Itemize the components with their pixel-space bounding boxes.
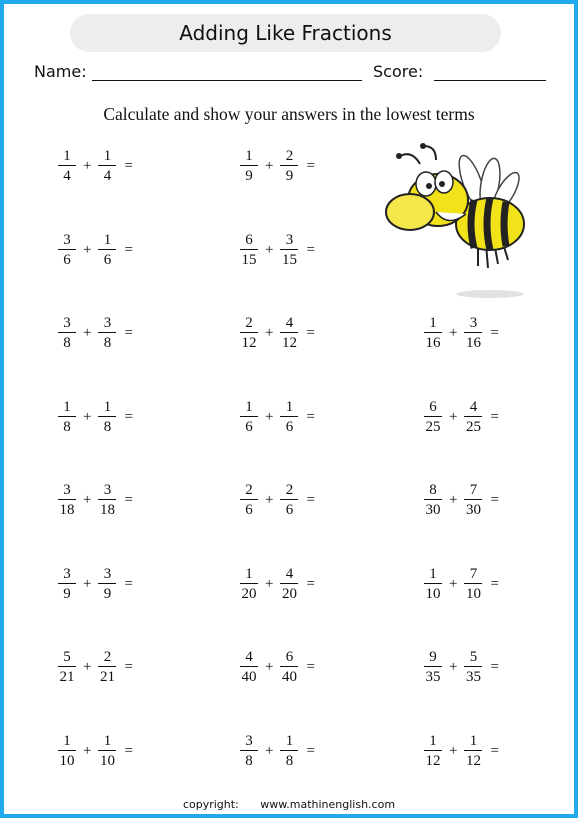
fraction xyxy=(464,566,482,602)
denominator: 35 xyxy=(425,669,441,685)
numerator: 2 xyxy=(245,482,253,498)
fraction-bar xyxy=(240,249,258,250)
numerator: 3 xyxy=(63,482,71,498)
denominator: 8 xyxy=(63,419,71,435)
fraction-bar xyxy=(58,416,76,417)
instructions: Calculate and show your answers in the lowest terms xyxy=(103,104,475,124)
plus-sign: + xyxy=(83,575,92,592)
fraction-bar xyxy=(424,583,442,584)
equals-sign: = xyxy=(306,157,315,174)
numerator: 7 xyxy=(469,566,478,582)
fraction-bar xyxy=(98,499,116,500)
fraction-bar xyxy=(98,583,116,584)
fraction-bar xyxy=(58,750,76,751)
denominator: 25 xyxy=(465,419,481,435)
numerator: 7 xyxy=(469,482,478,498)
numerator: 1 xyxy=(63,148,71,164)
numerator: 3 xyxy=(103,315,112,331)
numerator: 9 xyxy=(429,649,437,665)
denominator: 12 xyxy=(281,335,297,351)
numerator: 3 xyxy=(245,733,253,749)
numerator: 4 xyxy=(285,315,294,331)
numerator: 3 xyxy=(103,482,112,498)
numerator: 2 xyxy=(285,482,294,498)
fraction-bar xyxy=(240,165,258,166)
fraction-problem xyxy=(240,562,315,606)
fraction xyxy=(280,566,298,602)
plus-sign: + xyxy=(265,491,274,508)
numerator: 1 xyxy=(429,733,437,749)
equals-sign: = xyxy=(306,241,315,258)
fraction-bar xyxy=(240,416,258,417)
fraction-bar xyxy=(98,332,116,333)
plus-sign: + xyxy=(83,408,92,425)
fraction-bar xyxy=(464,416,482,417)
fraction-problem xyxy=(58,478,133,522)
plus-sign: + xyxy=(449,575,458,592)
denominator: 9 xyxy=(285,168,294,184)
denominator: 8 xyxy=(103,419,112,435)
fraction-bar xyxy=(280,332,298,333)
equals-sign: = xyxy=(124,324,133,341)
plus-sign: + xyxy=(449,491,458,508)
fraction xyxy=(424,733,442,769)
denominator: 6 xyxy=(285,502,294,518)
numerator: 1 xyxy=(103,148,112,164)
equals-sign: = xyxy=(124,241,133,258)
plus-sign: + xyxy=(449,324,458,341)
fraction xyxy=(58,649,76,685)
fraction-bar xyxy=(98,416,116,417)
fraction-bar xyxy=(58,583,76,584)
fraction-bar xyxy=(240,666,258,667)
plus-sign: + xyxy=(449,742,458,759)
plus-sign: + xyxy=(83,742,92,759)
fraction xyxy=(98,733,116,769)
denominator: 6 xyxy=(103,252,112,268)
denominator: 6 xyxy=(63,252,71,268)
footer xyxy=(0,798,578,811)
denominator: 9 xyxy=(103,586,112,602)
denominator: 30 xyxy=(425,502,441,518)
equals-sign: = xyxy=(490,575,499,592)
fraction xyxy=(240,232,258,268)
fraction xyxy=(98,649,116,685)
fraction-bar xyxy=(464,750,482,751)
fraction-problem xyxy=(240,478,315,522)
denominator: 30 xyxy=(465,502,481,518)
numerator: 1 xyxy=(245,148,253,164)
fraction xyxy=(240,733,258,769)
denominator: 18 xyxy=(99,502,115,518)
numerator: 4 xyxy=(285,566,294,582)
equals-sign: = xyxy=(124,658,133,675)
plus-sign: + xyxy=(265,575,274,592)
denominator: 20 xyxy=(281,586,297,602)
equals-sign: = xyxy=(490,658,499,675)
fraction xyxy=(98,315,116,351)
numerator: 1 xyxy=(285,399,294,415)
name-score-row xyxy=(30,62,550,86)
fraction xyxy=(280,148,298,184)
fraction xyxy=(280,232,298,268)
name-label: Name: xyxy=(34,62,87,81)
denominator: 15 xyxy=(241,252,257,268)
fraction-bar xyxy=(424,332,442,333)
numerator: 1 xyxy=(103,733,112,749)
equals-sign: = xyxy=(306,324,315,341)
numerator: 1 xyxy=(245,566,253,582)
equals-sign: = xyxy=(490,324,499,341)
fraction-problem xyxy=(424,395,499,439)
fraction-bar xyxy=(464,666,482,667)
equals-sign: = xyxy=(124,575,133,592)
fraction xyxy=(240,649,258,685)
denominator: 12 xyxy=(465,753,481,769)
fraction-problem xyxy=(58,144,133,188)
fraction-bar xyxy=(58,249,76,250)
denominator: 10 xyxy=(465,586,481,602)
fraction xyxy=(240,148,258,184)
fraction-bar xyxy=(98,666,116,667)
numerator: 6 xyxy=(429,399,437,415)
plus-sign: + xyxy=(83,491,92,508)
fraction xyxy=(240,399,258,435)
numerator: 5 xyxy=(469,649,478,665)
numerator: 1 xyxy=(285,733,294,749)
fraction-problem xyxy=(240,645,315,689)
denominator: 12 xyxy=(241,335,257,351)
plus-sign: + xyxy=(83,324,92,341)
numerator: 1 xyxy=(63,733,71,749)
denominator: 6 xyxy=(285,419,294,435)
fraction-bar xyxy=(280,416,298,417)
numerator: 3 xyxy=(469,315,478,331)
numerator: 1 xyxy=(429,315,437,331)
denominator: 10 xyxy=(99,753,115,769)
denominator: 6 xyxy=(245,502,253,518)
denominator: 8 xyxy=(63,335,71,351)
numerator: 3 xyxy=(285,232,294,248)
fraction xyxy=(424,566,442,602)
fraction xyxy=(464,649,482,685)
denominator: 35 xyxy=(465,669,481,685)
equals-sign: = xyxy=(124,408,133,425)
denominator: 16 xyxy=(425,335,441,351)
fraction xyxy=(240,482,258,518)
denominator: 8 xyxy=(245,753,253,769)
numerator: 2 xyxy=(285,148,294,164)
numerator: 1 xyxy=(63,399,71,415)
numerator: 2 xyxy=(245,315,253,331)
denominator: 16 xyxy=(465,335,481,351)
fraction-bar xyxy=(98,165,116,166)
fraction-bar xyxy=(280,583,298,584)
fraction xyxy=(58,566,76,602)
worksheet-title: Adding Like Fractions xyxy=(70,14,501,52)
fraction xyxy=(464,733,482,769)
fraction xyxy=(280,399,298,435)
numerator: 3 xyxy=(63,232,71,248)
denominator: 9 xyxy=(63,586,71,602)
fraction-bar xyxy=(98,249,116,250)
numerator: 4 xyxy=(469,399,478,415)
numerator: 5 xyxy=(63,649,71,665)
equals-sign: = xyxy=(306,658,315,675)
numerator: 3 xyxy=(63,566,71,582)
fraction-problem xyxy=(240,311,315,355)
plus-sign: + xyxy=(265,742,274,759)
equals-sign: = xyxy=(124,742,133,759)
numerator: 1 xyxy=(469,733,478,749)
denominator: 6 xyxy=(245,419,253,435)
equals-sign: = xyxy=(306,408,315,425)
fraction-problem xyxy=(424,645,499,689)
equals-sign: = xyxy=(490,408,499,425)
fraction-bar xyxy=(58,499,76,500)
fraction xyxy=(98,566,116,602)
fraction-problem xyxy=(58,228,133,272)
fraction xyxy=(424,649,442,685)
plus-sign: + xyxy=(83,241,92,258)
fraction xyxy=(424,399,442,435)
fraction-bar xyxy=(464,332,482,333)
fraction xyxy=(280,733,298,769)
fraction xyxy=(58,733,76,769)
denominator: 21 xyxy=(59,669,75,685)
denominator: 40 xyxy=(241,669,257,685)
copyright-label: copyright: xyxy=(182,798,239,811)
fraction-problem xyxy=(240,729,315,773)
fraction xyxy=(98,482,116,518)
fraction xyxy=(464,482,482,518)
denominator: 10 xyxy=(425,586,441,602)
denominator: 8 xyxy=(285,753,294,769)
fraction xyxy=(98,232,116,268)
equals-sign: = xyxy=(124,491,133,508)
fraction-problem xyxy=(240,144,315,188)
fraction-problem xyxy=(58,645,133,689)
bee-illustration xyxy=(378,142,538,302)
fraction-problem xyxy=(424,311,499,355)
fraction-bar xyxy=(464,499,482,500)
fraction xyxy=(424,482,442,518)
numerator: 3 xyxy=(103,566,112,582)
denominator: 4 xyxy=(103,168,112,184)
equals-sign: = xyxy=(306,491,315,508)
fraction-problem xyxy=(240,228,315,272)
fraction-problem xyxy=(424,562,499,606)
denominator: 18 xyxy=(59,502,75,518)
plus-sign: + xyxy=(265,408,274,425)
plus-sign: + xyxy=(265,241,274,258)
fraction-bar xyxy=(424,666,442,667)
fraction xyxy=(424,315,442,351)
plus-sign: + xyxy=(265,658,274,675)
fraction xyxy=(98,148,116,184)
score-label: Score: xyxy=(373,62,424,81)
fraction-bar xyxy=(280,666,298,667)
fraction xyxy=(98,399,116,435)
name-field[interactable] xyxy=(92,80,362,81)
denominator: 20 xyxy=(241,586,257,602)
numerator: 6 xyxy=(285,649,294,665)
fraction xyxy=(280,315,298,351)
denominator: 8 xyxy=(103,335,112,351)
numerator: 4 xyxy=(245,649,253,665)
fraction-bar xyxy=(280,165,298,166)
fraction-bar xyxy=(98,750,116,751)
fraction-bar xyxy=(424,416,442,417)
score-field[interactable] xyxy=(434,80,546,81)
plus-sign: + xyxy=(449,408,458,425)
fraction-bar xyxy=(58,666,76,667)
fraction-bar xyxy=(280,750,298,751)
denominator: 21 xyxy=(99,669,115,685)
fraction-problem xyxy=(424,478,499,522)
numerator: 1 xyxy=(245,399,253,415)
fraction xyxy=(240,315,258,351)
fraction-problem xyxy=(58,562,133,606)
plus-sign: + xyxy=(265,157,274,174)
fraction-problem xyxy=(58,395,133,439)
denominator: 10 xyxy=(59,753,75,769)
fraction xyxy=(464,399,482,435)
fraction xyxy=(58,315,76,351)
fraction-bar xyxy=(58,332,76,333)
equals-sign: = xyxy=(490,491,499,508)
plus-sign: + xyxy=(83,658,92,675)
denominator: 9 xyxy=(245,168,253,184)
numerator: 1 xyxy=(103,399,112,415)
equals-sign: = xyxy=(306,742,315,759)
fraction xyxy=(58,148,76,184)
fraction-bar xyxy=(280,249,298,250)
website-link[interactable]: www.mathinenglish.com xyxy=(260,798,396,811)
fraction-problem xyxy=(424,729,499,773)
denominator: 12 xyxy=(425,753,441,769)
fraction-bar xyxy=(424,750,442,751)
denominator: 4 xyxy=(63,168,71,184)
fraction xyxy=(58,482,76,518)
fraction xyxy=(464,315,482,351)
denominator: 40 xyxy=(281,669,297,685)
plus-sign: + xyxy=(265,324,274,341)
fraction xyxy=(240,566,258,602)
numerator: 2 xyxy=(103,649,112,665)
fraction xyxy=(58,399,76,435)
numerator: 8 xyxy=(429,482,437,498)
fraction-problem xyxy=(58,729,133,773)
denominator: 15 xyxy=(281,252,297,268)
equals-sign: = xyxy=(124,157,133,174)
fraction-bar xyxy=(240,332,258,333)
plus-sign: + xyxy=(449,658,458,675)
plus-sign: + xyxy=(83,157,92,174)
numerator: 1 xyxy=(103,232,112,248)
fraction-problem xyxy=(58,311,133,355)
equals-sign: = xyxy=(490,742,499,759)
fraction xyxy=(58,232,76,268)
fraction-bar xyxy=(280,499,298,500)
fraction xyxy=(280,482,298,518)
fraction-problem xyxy=(240,395,315,439)
fraction-bar xyxy=(58,165,76,166)
numerator: 3 xyxy=(63,315,71,331)
numerator: 6 xyxy=(245,232,253,248)
fraction-bar xyxy=(240,750,258,751)
denominator: 25 xyxy=(425,419,441,435)
fraction-bar xyxy=(464,583,482,584)
numerator: 1 xyxy=(429,566,437,582)
fraction xyxy=(280,649,298,685)
fraction-bar xyxy=(424,499,442,500)
fraction-bar xyxy=(240,499,258,500)
fraction-bar xyxy=(240,583,258,584)
equals-sign: = xyxy=(306,575,315,592)
